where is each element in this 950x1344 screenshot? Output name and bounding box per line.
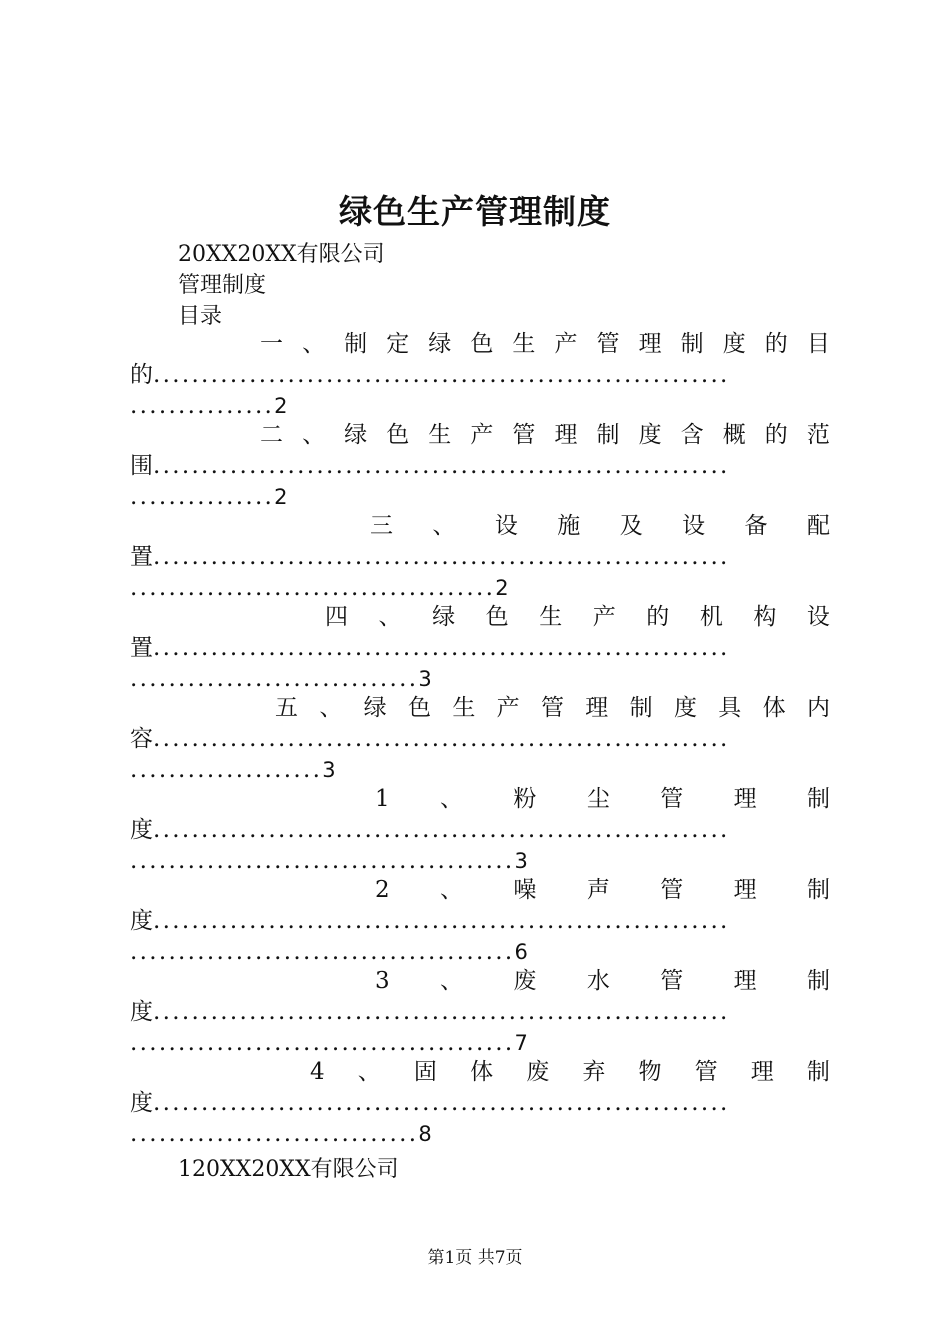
toc-entry[interactable] [130, 328, 830, 422]
toc-entry-heading: 五 、 绿 色 生 产 管 理 制 度 具 体 内 [275, 695, 830, 721]
toc-page-number: 6 [514, 940, 531, 964]
toc-entry-heading: 3 、 废 水 管 理 制 [375, 968, 830, 994]
toc-page-number: 7 [514, 1031, 531, 1055]
toc-leader-dots: ............................................................ [153, 635, 730, 661]
toc-leader-dots: ............................................................ [153, 908, 730, 934]
toc-heading: 目录 [178, 304, 223, 329]
toc-entry-heading: 一 、 制 定 绿 色 生 产 管 理 制 度 的 目 [260, 331, 830, 357]
toc-page-number: 3 [418, 667, 435, 691]
toc-entry-tail: 围 [130, 453, 153, 479]
toc-leader-dots: ............................................................ [153, 453, 730, 479]
toc-leader-dots: .............................. [130, 666, 419, 692]
toc-entry-heading: 1 、 粉 尘 管 理 制 [375, 786, 830, 812]
toc-leader-dots: ............................................................ [153, 999, 730, 1025]
toc-leader-dots: ........................................ [130, 939, 515, 965]
toc-entry-tail: 度 [130, 908, 153, 934]
toc-entry-heading: 2 、 噪 声 管 理 制 [375, 877, 830, 903]
document-title: 绿色生产管理制度 [339, 192, 611, 231]
company-line: 20XX20XX有限公司 [178, 242, 385, 267]
toc-leader-dots: ...................................... [130, 575, 496, 601]
toc-entry[interactable] [130, 419, 830, 513]
toc-entry-heading: 四 、 绿 色 生 产 的 机 构 设 [325, 604, 830, 630]
subtitle-line: 管理制度 [178, 273, 267, 298]
toc-entry[interactable] [130, 783, 830, 877]
toc-entry-tail: 度 [130, 817, 153, 843]
page-footer: 第1页 共7页 [427, 1248, 523, 1268]
toc-entry[interactable] [130, 510, 830, 604]
toc-leader-dots: .............................. [130, 1121, 419, 1147]
toc-entry[interactable] [130, 601, 830, 695]
toc-entry-tail: 的 [130, 362, 153, 388]
toc-entry-tail: 度 [130, 999, 153, 1025]
toc-entry-tail: 度 [130, 1090, 153, 1116]
toc-page-number: 2 [495, 576, 511, 600]
toc-leader-dots: ............................................................ [153, 544, 730, 570]
toc-entry[interactable] [130, 965, 830, 1059]
toc-leader-dots: ............................................................ [153, 726, 730, 752]
toc-entry-heading: 4 、 固 体 废 弃 物 管 理 制 [310, 1059, 830, 1085]
toc-entry-heading: 二 、 绿 色 生 产 管 理 制 度 含 概 的 范 [260, 422, 830, 448]
toc-leader-dots: ........................................ [130, 1030, 515, 1056]
toc-entry[interactable] [130, 692, 830, 786]
closing-line: 120XX20XX有限公司 [178, 1157, 399, 1182]
toc-leader-dots: ............................................................ [153, 1090, 730, 1116]
toc-page-number: 8 [418, 1122, 435, 1146]
toc-entry-heading: 三 、 设 施 及 设 备 配 [370, 513, 830, 539]
toc-leader-dots: ............... [130, 393, 275, 419]
toc-entry-tail: 置 [130, 544, 153, 570]
toc-page-number: 3 [322, 758, 338, 782]
toc-leader-dots: ........................................ [130, 848, 515, 874]
toc-page-number: 3 [514, 849, 531, 873]
toc-page-number: 2 [274, 394, 290, 418]
toc-entry[interactable] [130, 874, 830, 968]
toc-leader-dots: ............................................................ [153, 362, 730, 388]
toc-entry-tail: 置 [130, 635, 153, 661]
toc-entry-tail: 容 [130, 726, 153, 752]
toc-leader-dots: .................... [130, 757, 323, 783]
toc-leader-dots: ............................................................ [153, 817, 730, 843]
toc-entry[interactable] [130, 1056, 830, 1150]
toc-page-number: 2 [274, 485, 290, 509]
toc-leader-dots: ............... [130, 484, 275, 510]
